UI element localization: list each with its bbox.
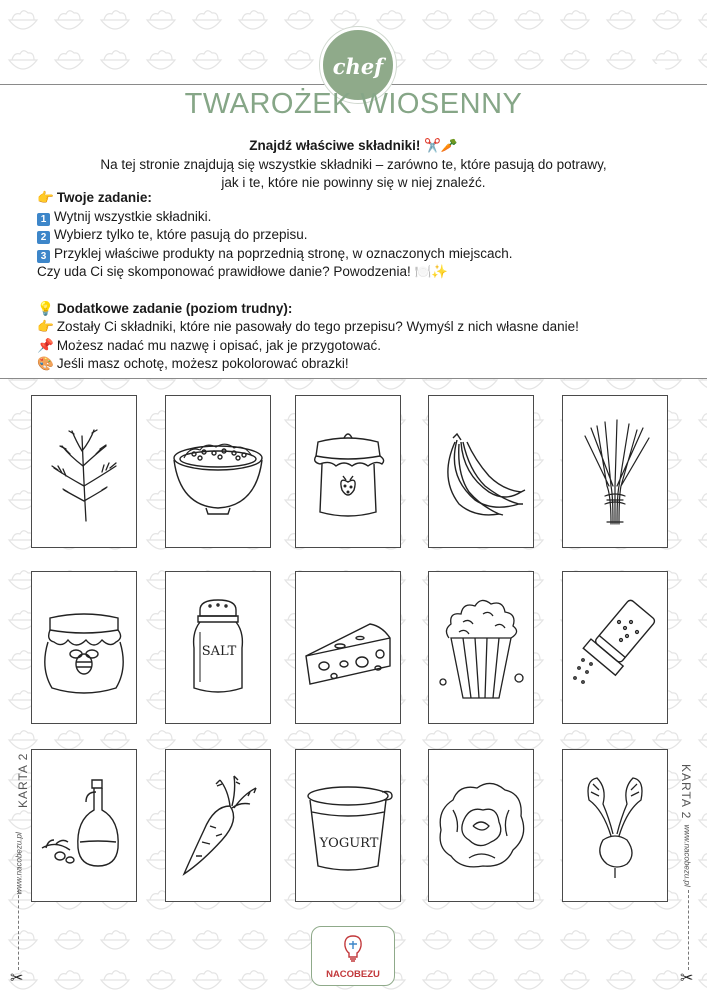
extra-item [37,318,677,337]
website-right: www.nacobezu.pl [682,824,692,887]
pointing-hand-icon: 👉 [37,319,54,334]
task-closing: Czy uda Ci się skomponować prawidłowe danie? Powodzenia! 🍽️✨ [37,264,449,279]
card-cottage-cheese[interactable] [165,395,271,548]
content-divider [0,378,707,379]
card-radish[interactable] [562,749,668,902]
lightbulb-icon: 💡 [37,300,54,316]
cottage-cheese-bowl-icon [170,416,266,526]
number-badge-3: 3 [37,250,50,263]
extra-item [37,337,677,356]
card-carrot[interactable] [165,749,271,902]
lightbulb-logo-icon [341,933,365,963]
intro-heading: Znajdź właściwe składniki! ✂️🥕 [249,138,458,153]
task-step [37,245,677,264]
card-honey-jar[interactable] [31,571,137,724]
card-pepper[interactable] [562,571,668,724]
pushpin-icon: 📌 [37,337,54,353]
dill-icon [36,416,132,526]
card-bananas[interactable] [428,395,534,548]
intro-line-1: Na tej stronie znajdują się wszystkie składniki – zarówno te, które pasują do potrawy, [100,156,607,172]
pointing-hand-icon: 👉 [37,190,54,205]
nacobezu-logo [311,926,395,986]
extra-item-text: Jeśli masz ochotę, możesz pokolorować obrazki! [56,356,349,371]
extra-item-text: Możesz nadać mu nazwę i opisać, jak je przygotować. [56,337,381,353]
bananas-icon [433,416,529,526]
card-dill[interactable] [31,395,137,548]
number-badge-1: 1 [37,213,50,226]
pepper-shaker-icon [567,592,663,702]
palette-icon: 🎨 [37,356,54,371]
chef-hat-icon [648,64,666,76]
jam-jar-icon [300,416,396,526]
carrot-icon [170,770,266,880]
website-left: www.nacobezu.pl [14,832,24,895]
honey-jar-icon [36,592,132,702]
cheese-wedge-icon [300,592,396,702]
popcorn-icon [433,592,529,702]
yogurt-cup-icon [300,770,396,880]
scissors-icon: ✂ [10,970,24,987]
card-popcorn[interactable] [428,571,534,724]
lettuce-icon [433,770,529,880]
task-section [37,189,677,374]
salt-label: SALT [201,644,237,659]
card-yogurt[interactable] [295,749,401,902]
cut-line-left [18,890,19,970]
intro-section [0,137,707,193]
cut-line-right [688,890,689,970]
card-salt[interactable] [165,571,271,724]
card-cheese[interactable] [295,571,401,724]
task-heading: Twoje zadanie: [56,190,152,205]
task-step [37,208,677,227]
card-jam-jar[interactable] [295,395,401,548]
page-title: TWAROŻEK WIOSENNY [184,88,523,120]
scissors-icon: ✂ [680,970,694,987]
karta-label-right: KARTA 2 [679,764,693,820]
task-step-text: Wytnij wszystkie składniki. [54,208,212,224]
number-badge-2: 2 [37,231,50,244]
extra-item-text: Zostały Ci składniki, które nie pasowały do tego przepisu? Wymyśl z nich własne danie! [56,319,579,334]
intro-line-2: jak i te, które nie powinny się w niej znaleźć. [221,175,486,190]
extra-item [37,355,677,374]
chef-logo-text: chef [332,54,384,79]
yogurt-label: YOGURT [319,836,379,851]
radish-icon [567,770,663,880]
task-step [37,226,677,245]
task-step-text: Wybierz tylko te, które pasują do przepisu. [54,227,308,242]
karta-label-left: KARTA 2 [16,752,30,808]
card-lettuce[interactable] [428,749,534,902]
extra-heading: Dodatkowe zadanie (poziom trudny): [56,300,293,316]
card-olive-oil[interactable] [31,749,137,902]
chives-icon [567,416,663,526]
card-chives[interactable] [562,395,668,548]
task-step-text: Przyklej właściwe produkty na poprzednią stronę, w oznaczonych miejscach. [54,245,513,261]
olive-oil-bottle-icon [36,770,132,880]
brand-name: NACOBEZU [326,969,380,980]
